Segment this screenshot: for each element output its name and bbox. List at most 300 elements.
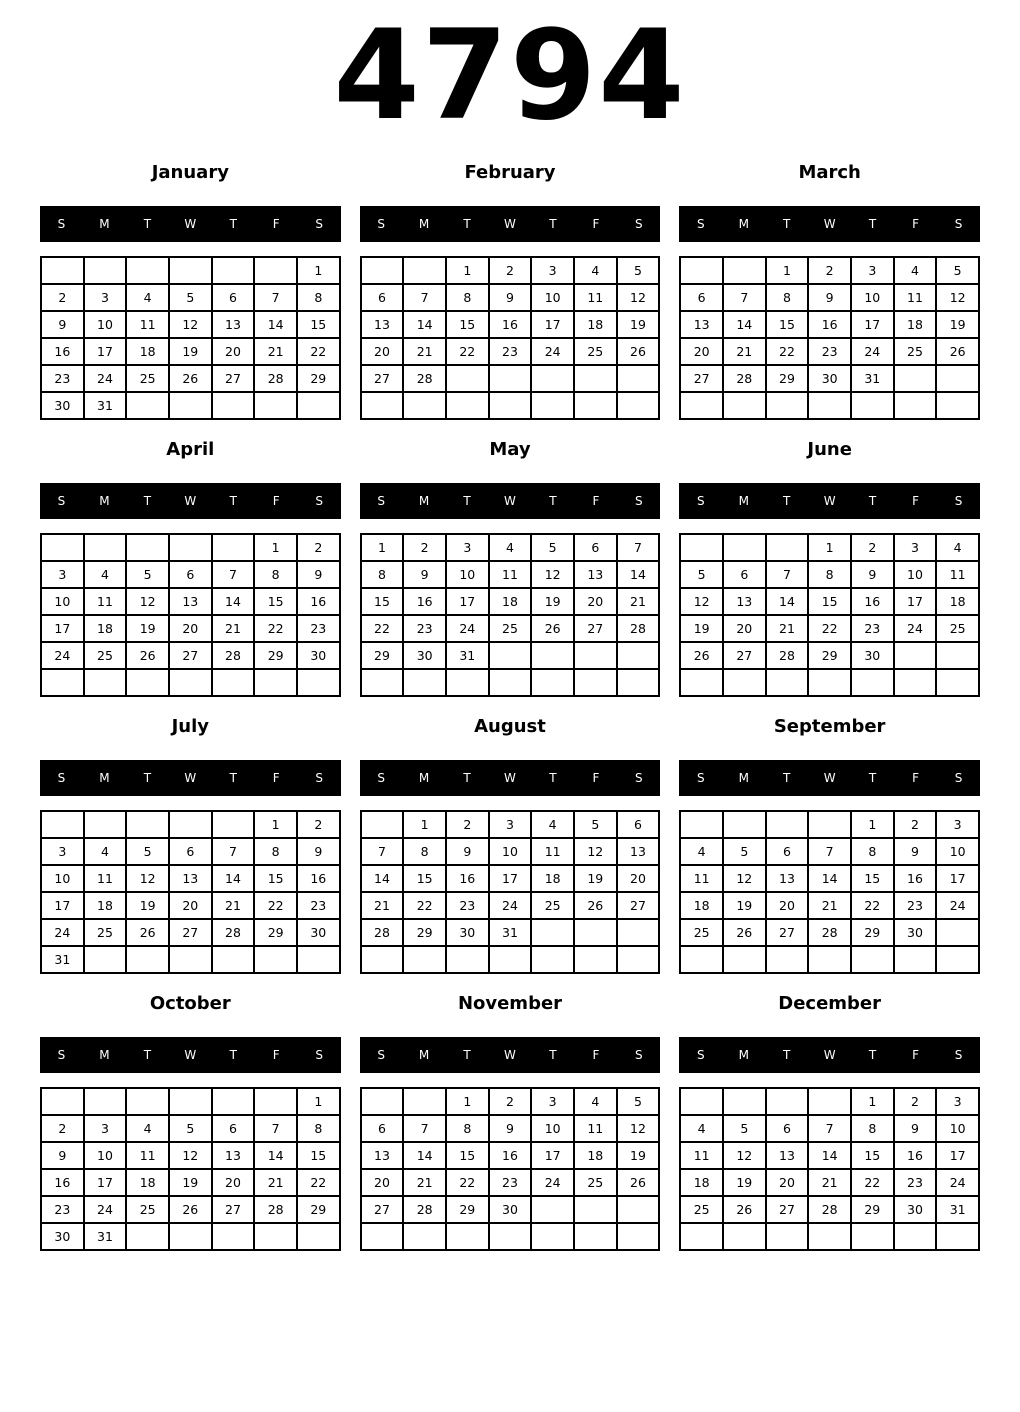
day-cell: 29	[809, 643, 850, 668]
empty-day-cell	[404, 1224, 445, 1249]
day-cell: 23	[42, 366, 83, 391]
day-cell: 23	[298, 616, 339, 641]
day-cell: 18	[895, 312, 936, 337]
empty-day-cell	[618, 1197, 659, 1222]
day-cell: 17	[447, 589, 488, 614]
empty-day-cell	[170, 1224, 211, 1249]
day-cell: 12	[170, 1143, 211, 1168]
weekday-label: F	[912, 217, 919, 231]
weekday-header-row	[679, 206, 980, 242]
empty-day-cell	[895, 366, 936, 391]
empty-day-cell	[404, 258, 445, 283]
empty-day-cell	[42, 812, 83, 837]
day-cell: 15	[255, 866, 296, 891]
day-cell: 25	[127, 1197, 168, 1222]
day-cell: 24	[532, 339, 573, 364]
day-cell: 18	[490, 589, 531, 614]
day-cell: 4	[532, 812, 573, 837]
weekday-label: T	[463, 217, 471, 231]
day-cell: 7	[809, 839, 850, 864]
day-cell: 16	[42, 339, 83, 364]
day-cell: 23	[895, 1170, 936, 1195]
day-cell: 28	[255, 1197, 296, 1222]
day-cell: 14	[809, 1143, 850, 1168]
day-cell: 28	[255, 366, 296, 391]
weekday-header-row	[360, 206, 661, 242]
empty-day-cell	[170, 812, 211, 837]
weekday-label: T	[143, 217, 152, 231]
month-title: February	[464, 162, 556, 183]
empty-day-cell	[809, 1224, 850, 1249]
month-calendar	[360, 439, 661, 697]
day-cell: 23	[852, 616, 893, 641]
empty-day-cell	[575, 643, 616, 668]
day-cell: 17	[85, 339, 126, 364]
weekday-label: S	[377, 217, 385, 231]
weekday-label: W	[504, 494, 516, 508]
day-cell: 5	[127, 562, 168, 587]
day-cell: 6	[681, 285, 722, 310]
weekday-label: W	[184, 494, 197, 508]
empty-day-cell	[490, 670, 531, 695]
weekday-label: F	[272, 217, 280, 231]
day-cell: 8	[447, 1116, 488, 1141]
empty-day-cell	[724, 393, 765, 418]
day-cell: 13	[618, 839, 659, 864]
day-cell: 22	[362, 616, 403, 641]
day-cell: 19	[724, 1170, 765, 1195]
empty-day-cell	[298, 947, 339, 972]
month-calendar	[360, 716, 661, 974]
weekday-label: S	[57, 217, 66, 231]
month-days-grid	[360, 533, 661, 697]
empty-day-cell	[937, 920, 978, 945]
empty-day-cell	[447, 1224, 488, 1249]
day-cell: 2	[42, 285, 83, 310]
day-cell: 8	[255, 562, 296, 587]
empty-day-cell	[681, 812, 722, 837]
empty-day-cell	[809, 1089, 850, 1114]
day-cell: 9	[447, 839, 488, 864]
day-cell: 5	[127, 839, 168, 864]
empty-day-cell	[895, 947, 936, 972]
day-cell: 26	[170, 366, 211, 391]
day-cell: 8	[298, 285, 339, 310]
day-cell: 27	[681, 366, 722, 391]
weekday-label: S	[635, 494, 643, 508]
day-cell: 15	[255, 589, 296, 614]
weekday-label: M	[418, 1048, 430, 1062]
day-cell: 14	[255, 312, 296, 337]
day-cell: 30	[298, 643, 339, 668]
empty-day-cell	[447, 366, 488, 391]
day-cell: 13	[767, 866, 808, 891]
weekday-label: W	[823, 217, 836, 231]
day-cell: 26	[937, 339, 978, 364]
weekday-label: T	[868, 217, 877, 231]
month-title: June	[807, 439, 852, 460]
empty-day-cell	[298, 393, 339, 418]
day-cell: 17	[937, 1143, 978, 1168]
day-cell: 8	[362, 562, 403, 587]
day-cell: 7	[404, 1116, 445, 1141]
weekday-label: T	[229, 217, 237, 231]
day-cell: 21	[809, 1170, 850, 1195]
weekday-label: T	[868, 771, 877, 785]
day-cell: 24	[532, 1170, 573, 1195]
day-cell: 28	[404, 1197, 445, 1222]
day-cell: 21	[767, 616, 808, 641]
weekday-label: T	[549, 1048, 557, 1062]
weekday-label: W	[504, 771, 516, 785]
weekday-label: T	[549, 217, 557, 231]
day-cell: 11	[85, 589, 126, 614]
month-days-grid	[360, 1087, 661, 1251]
day-cell: 13	[213, 312, 254, 337]
weekday-label: T	[868, 494, 877, 508]
empty-day-cell	[575, 1224, 616, 1249]
day-cell: 30	[447, 920, 488, 945]
day-cell: 26	[618, 1170, 659, 1195]
day-cell: 6	[213, 285, 254, 310]
month-title: July	[171, 716, 210, 737]
day-cell: 25	[532, 893, 573, 918]
day-cell: 23	[490, 1170, 531, 1195]
empty-day-cell	[852, 947, 893, 972]
weekday-header-row	[40, 483, 341, 519]
day-cell: 3	[532, 1089, 573, 1114]
day-cell: 2	[404, 535, 445, 560]
day-cell: 11	[490, 562, 531, 587]
day-cell: 14	[767, 589, 808, 614]
day-cell: 27	[213, 1197, 254, 1222]
empty-day-cell	[170, 535, 211, 560]
weekday-header-row	[679, 1037, 980, 1073]
day-cell: 8	[404, 839, 445, 864]
day-cell: 10	[532, 1116, 573, 1141]
day-cell: 9	[42, 312, 83, 337]
day-cell: 4	[490, 535, 531, 560]
day-cell: 2	[490, 258, 531, 283]
day-cell: 14	[404, 1143, 445, 1168]
day-cell: 10	[42, 589, 83, 614]
day-cell: 21	[255, 1170, 296, 1195]
day-cell: 14	[255, 1143, 296, 1168]
day-cell: 25	[85, 920, 126, 945]
day-cell: 26	[724, 920, 765, 945]
empty-day-cell	[937, 393, 978, 418]
day-cell: 6	[362, 285, 403, 310]
day-cell: 7	[213, 562, 254, 587]
empty-day-cell	[681, 947, 722, 972]
day-cell: 29	[362, 643, 403, 668]
day-cell: 7	[404, 285, 445, 310]
day-cell: 22	[298, 339, 339, 364]
day-cell: 8	[447, 285, 488, 310]
day-cell: 12	[618, 285, 659, 310]
day-cell: 3	[490, 812, 531, 837]
empty-day-cell	[532, 947, 573, 972]
empty-day-cell	[895, 1224, 936, 1249]
day-cell: 24	[937, 1170, 978, 1195]
day-cell: 19	[618, 1143, 659, 1168]
empty-day-cell	[362, 947, 403, 972]
empty-day-cell	[937, 1224, 978, 1249]
day-cell: 23	[447, 893, 488, 918]
empty-day-cell	[127, 258, 168, 283]
day-cell: 24	[895, 616, 936, 641]
month-days-grid	[679, 1087, 980, 1251]
weekday-label: T	[549, 771, 557, 785]
empty-day-cell	[767, 812, 808, 837]
day-cell: 11	[895, 285, 936, 310]
day-cell: 20	[170, 893, 211, 918]
empty-day-cell	[575, 947, 616, 972]
empty-day-cell	[809, 670, 850, 695]
empty-day-cell	[724, 812, 765, 837]
empty-day-cell	[42, 670, 83, 695]
empty-day-cell	[42, 535, 83, 560]
empty-day-cell	[213, 947, 254, 972]
day-cell: 26	[532, 616, 573, 641]
empty-day-cell	[213, 1224, 254, 1249]
day-cell: 18	[937, 589, 978, 614]
empty-day-cell	[767, 947, 808, 972]
day-cell: 3	[937, 1089, 978, 1114]
empty-day-cell	[42, 1089, 83, 1114]
day-cell: 21	[404, 1170, 445, 1195]
day-cell: 25	[490, 616, 531, 641]
day-cell: 20	[575, 589, 616, 614]
day-cell: 19	[170, 339, 211, 364]
day-cell: 13	[213, 1143, 254, 1168]
empty-day-cell	[575, 393, 616, 418]
month-days-grid	[360, 256, 661, 420]
day-cell: 11	[575, 285, 616, 310]
empty-day-cell	[490, 643, 531, 668]
day-cell: 14	[362, 866, 403, 891]
month-title: May	[489, 439, 531, 460]
month-calendar	[360, 993, 661, 1251]
empty-day-cell	[809, 947, 850, 972]
empty-day-cell	[213, 1089, 254, 1114]
empty-day-cell	[575, 920, 616, 945]
day-cell: 12	[127, 589, 168, 614]
day-cell: 28	[404, 366, 445, 391]
day-cell: 4	[681, 839, 722, 864]
day-cell: 16	[490, 1143, 531, 1168]
day-cell: 15	[767, 312, 808, 337]
weekday-label: M	[99, 217, 110, 231]
empty-day-cell	[213, 812, 254, 837]
day-cell: 28	[767, 643, 808, 668]
empty-day-cell	[170, 393, 211, 418]
day-cell: 9	[895, 839, 936, 864]
day-cell: 4	[937, 535, 978, 560]
empty-day-cell	[127, 812, 168, 837]
day-cell: 24	[852, 339, 893, 364]
empty-day-cell	[85, 670, 126, 695]
day-cell: 1	[809, 535, 850, 560]
day-cell: 21	[255, 339, 296, 364]
day-cell: 20	[362, 339, 403, 364]
day-cell: 29	[255, 643, 296, 668]
day-cell: 4	[127, 1116, 168, 1141]
day-cell: 29	[255, 920, 296, 945]
day-cell: 16	[809, 312, 850, 337]
day-cell: 28	[809, 920, 850, 945]
day-cell: 31	[42, 947, 83, 972]
day-cell: 23	[490, 339, 531, 364]
empty-day-cell	[852, 670, 893, 695]
day-cell: 10	[852, 285, 893, 310]
day-cell: 2	[490, 1089, 531, 1114]
day-cell: 4	[127, 285, 168, 310]
day-cell: 2	[298, 812, 339, 837]
day-cell: 15	[298, 1143, 339, 1168]
weekday-label: T	[463, 494, 471, 508]
empty-day-cell	[447, 393, 488, 418]
day-cell: 7	[724, 285, 765, 310]
weekday-label: S	[377, 494, 385, 508]
empty-day-cell	[255, 1224, 296, 1249]
day-cell: 28	[724, 366, 765, 391]
day-cell: 16	[298, 589, 339, 614]
day-cell: 8	[298, 1116, 339, 1141]
weekday-label: M	[418, 771, 430, 785]
empty-day-cell	[724, 535, 765, 560]
day-cell: 30	[490, 1197, 531, 1222]
day-cell: 21	[213, 616, 254, 641]
day-cell: 16	[42, 1170, 83, 1195]
day-cell: 28	[362, 920, 403, 945]
weekday-label: F	[912, 1048, 919, 1062]
day-cell: 17	[490, 866, 531, 891]
weekday-label: T	[143, 1048, 152, 1062]
weekday-header-row	[360, 483, 661, 519]
day-cell: 27	[170, 920, 211, 945]
day-cell: 19	[532, 589, 573, 614]
weekday-label: F	[592, 1048, 600, 1062]
day-cell: 6	[724, 562, 765, 587]
day-cell: 16	[404, 589, 445, 614]
day-cell: 22	[255, 893, 296, 918]
day-cell: 18	[681, 1170, 722, 1195]
day-cell: 2	[42, 1116, 83, 1141]
month-days-grid	[40, 533, 341, 697]
day-cell: 12	[724, 866, 765, 891]
day-cell: 24	[85, 366, 126, 391]
day-cell: 30	[809, 366, 850, 391]
day-cell: 16	[298, 866, 339, 891]
day-cell: 4	[681, 1116, 722, 1141]
weekday-label: M	[99, 771, 110, 785]
day-cell: 20	[618, 866, 659, 891]
day-cell: 12	[681, 589, 722, 614]
weekday-header-row	[679, 760, 980, 796]
empty-day-cell	[618, 670, 659, 695]
day-cell: 26	[618, 339, 659, 364]
day-cell: 7	[618, 535, 659, 560]
month-calendar	[40, 162, 341, 420]
weekday-label: T	[229, 494, 237, 508]
day-cell: 6	[170, 562, 211, 587]
day-cell: 26	[724, 1197, 765, 1222]
day-cell: 16	[490, 312, 531, 337]
empty-day-cell	[85, 535, 126, 560]
day-cell: 14	[213, 589, 254, 614]
day-cell: 27	[767, 920, 808, 945]
day-cell: 6	[767, 1116, 808, 1141]
month-title: April	[166, 439, 215, 460]
day-cell: 15	[404, 866, 445, 891]
weekday-header-row	[360, 1037, 661, 1073]
empty-day-cell	[767, 393, 808, 418]
empty-day-cell	[404, 393, 445, 418]
day-cell: 10	[447, 562, 488, 587]
day-cell: 30	[42, 393, 83, 418]
empty-day-cell	[618, 1224, 659, 1249]
empty-day-cell	[532, 643, 573, 668]
day-cell: 22	[298, 1170, 339, 1195]
weekday-label: S	[954, 1048, 963, 1062]
weekday-label: T	[463, 771, 471, 785]
day-cell: 13	[170, 589, 211, 614]
day-cell: 25	[85, 643, 126, 668]
empty-day-cell	[724, 258, 765, 283]
weekday-label: S	[315, 494, 323, 508]
day-cell: 17	[895, 589, 936, 614]
day-cell: 25	[575, 339, 616, 364]
month-title: October	[149, 993, 231, 1014]
empty-day-cell	[809, 812, 850, 837]
weekday-label: S	[635, 217, 643, 231]
weekday-label: M	[418, 217, 430, 231]
weekday-label: T	[783, 771, 791, 785]
day-cell: 1	[298, 1089, 339, 1114]
month-days-grid	[679, 533, 980, 697]
day-cell: 15	[298, 312, 339, 337]
day-cell: 9	[490, 1116, 531, 1141]
empty-day-cell	[618, 366, 659, 391]
day-cell: 16	[895, 1143, 936, 1168]
weekday-label: T	[229, 1048, 237, 1062]
day-cell: 7	[809, 1116, 850, 1141]
day-cell: 9	[298, 839, 339, 864]
day-cell: 22	[852, 1170, 893, 1195]
month-title: March	[798, 162, 861, 183]
weekday-label: T	[229, 771, 237, 785]
empty-day-cell	[532, 920, 573, 945]
day-cell: 16	[447, 866, 488, 891]
day-cell: 5	[575, 812, 616, 837]
empty-day-cell	[895, 670, 936, 695]
day-cell: 2	[447, 812, 488, 837]
day-cell: 10	[490, 839, 531, 864]
empty-day-cell	[85, 812, 126, 837]
day-cell: 27	[575, 616, 616, 641]
day-cell: 20	[724, 616, 765, 641]
day-cell: 20	[213, 1170, 254, 1195]
day-cell: 15	[852, 866, 893, 891]
day-cell: 7	[767, 562, 808, 587]
day-cell: 21	[213, 893, 254, 918]
day-cell: 18	[127, 339, 168, 364]
weekday-label: S	[57, 494, 66, 508]
weekday-label: S	[954, 494, 963, 508]
weekday-label: W	[184, 1048, 197, 1062]
empty-day-cell	[404, 947, 445, 972]
